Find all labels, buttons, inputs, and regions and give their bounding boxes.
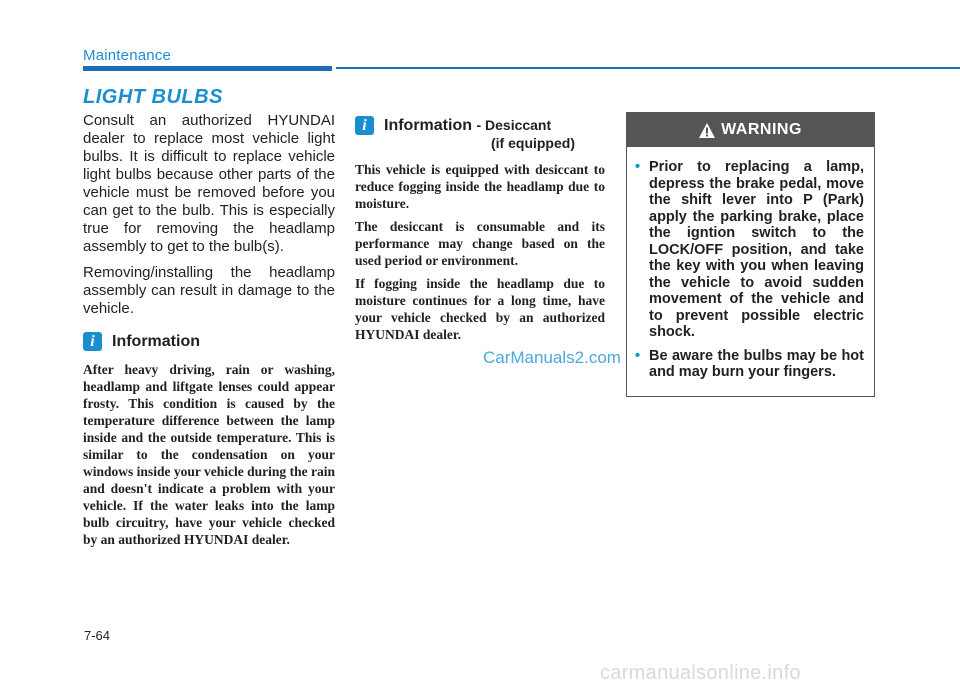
warning-item: • Prior to replacing a lamp, depress the brake pedal, move the shift lever into P (Park) apply the parking brake, place the igntion switch to the LOCK/OFF position, and take the key with you when leaving the vehicle to avoid sudden movement of the vehicle and to prevent possible electric shock. [641, 159, 864, 341]
intro-paragraph: Consult an authorized HYUNDAI dealer to replace most vehicle light bulbs. It is difficult to replace vehicle light bulbs because other parts of the vehicle must be removed before you can get to the bulb. This is especially true for removing the headlamp assembly to get to the bulb(s). [83, 112, 335, 255]
footer-watermark: carmanualsonline.info [600, 662, 801, 684]
section-label: Maintenance [83, 47, 172, 64]
warning-triangle-icon [699, 123, 715, 138]
warning-title: WARNING [721, 121, 802, 138]
desiccant-paragraph: The desiccant is consumable and its performance may change based on the used period or environment. [355, 219, 605, 268]
desiccant-paragraph: If fogging inside the headlamp due to moisture continues for a long time, have your vehicle checked by an authorized HYUNDAI dealer. [355, 276, 605, 342]
info-title: Information [112, 333, 200, 350]
middle-column [355, 112, 605, 349]
desiccant-info-heading [355, 116, 605, 151]
caution-paragraph: Removing/installing the headlamp assembly can result in damage to the vehicle. [83, 264, 335, 317]
page-title: LIGHT BULBS [83, 86, 223, 108]
desiccant-info-subtitle2: (if equipped) [491, 135, 575, 151]
warning-item: • Be aware the bulbs may be hot and may burn your fingers. [641, 348, 864, 381]
desiccant-info-title: Information [384, 117, 472, 134]
header-rule-thin [336, 67, 960, 69]
header-rule-thick [83, 66, 332, 71]
info-icon: i [83, 332, 102, 351]
watermark: CarManuals2.com [483, 348, 621, 367]
desiccant-info-subtitle: - Desiccant [476, 117, 552, 133]
info-heading [83, 332, 335, 351]
page-number: 7-64 [84, 628, 111, 643]
info-text: After heavy driving, rain or washing, headlamp and liftgate lenses could appear frosty. This condition is caused by the temperature difference between the lamp inside and the outside temperature. This is similar to the condensation on your windows inside your vehicle during the rain and doesn't indicate a problem with your vehicle. If the water leaks into the lamp bulb circuitry, have your vehicle checked by an authorized HYUNDAI dealer. [83, 362, 335, 547]
warning-list [627, 147, 874, 381]
warning-header [627, 113, 874, 147]
warning-box [626, 112, 875, 397]
info-icon: i [355, 116, 374, 135]
left-column [83, 112, 335, 554]
desiccant-paragraph: This vehicle is equipped with desiccant to reduce fogging inside the headlamp due to moisture. [355, 162, 605, 211]
